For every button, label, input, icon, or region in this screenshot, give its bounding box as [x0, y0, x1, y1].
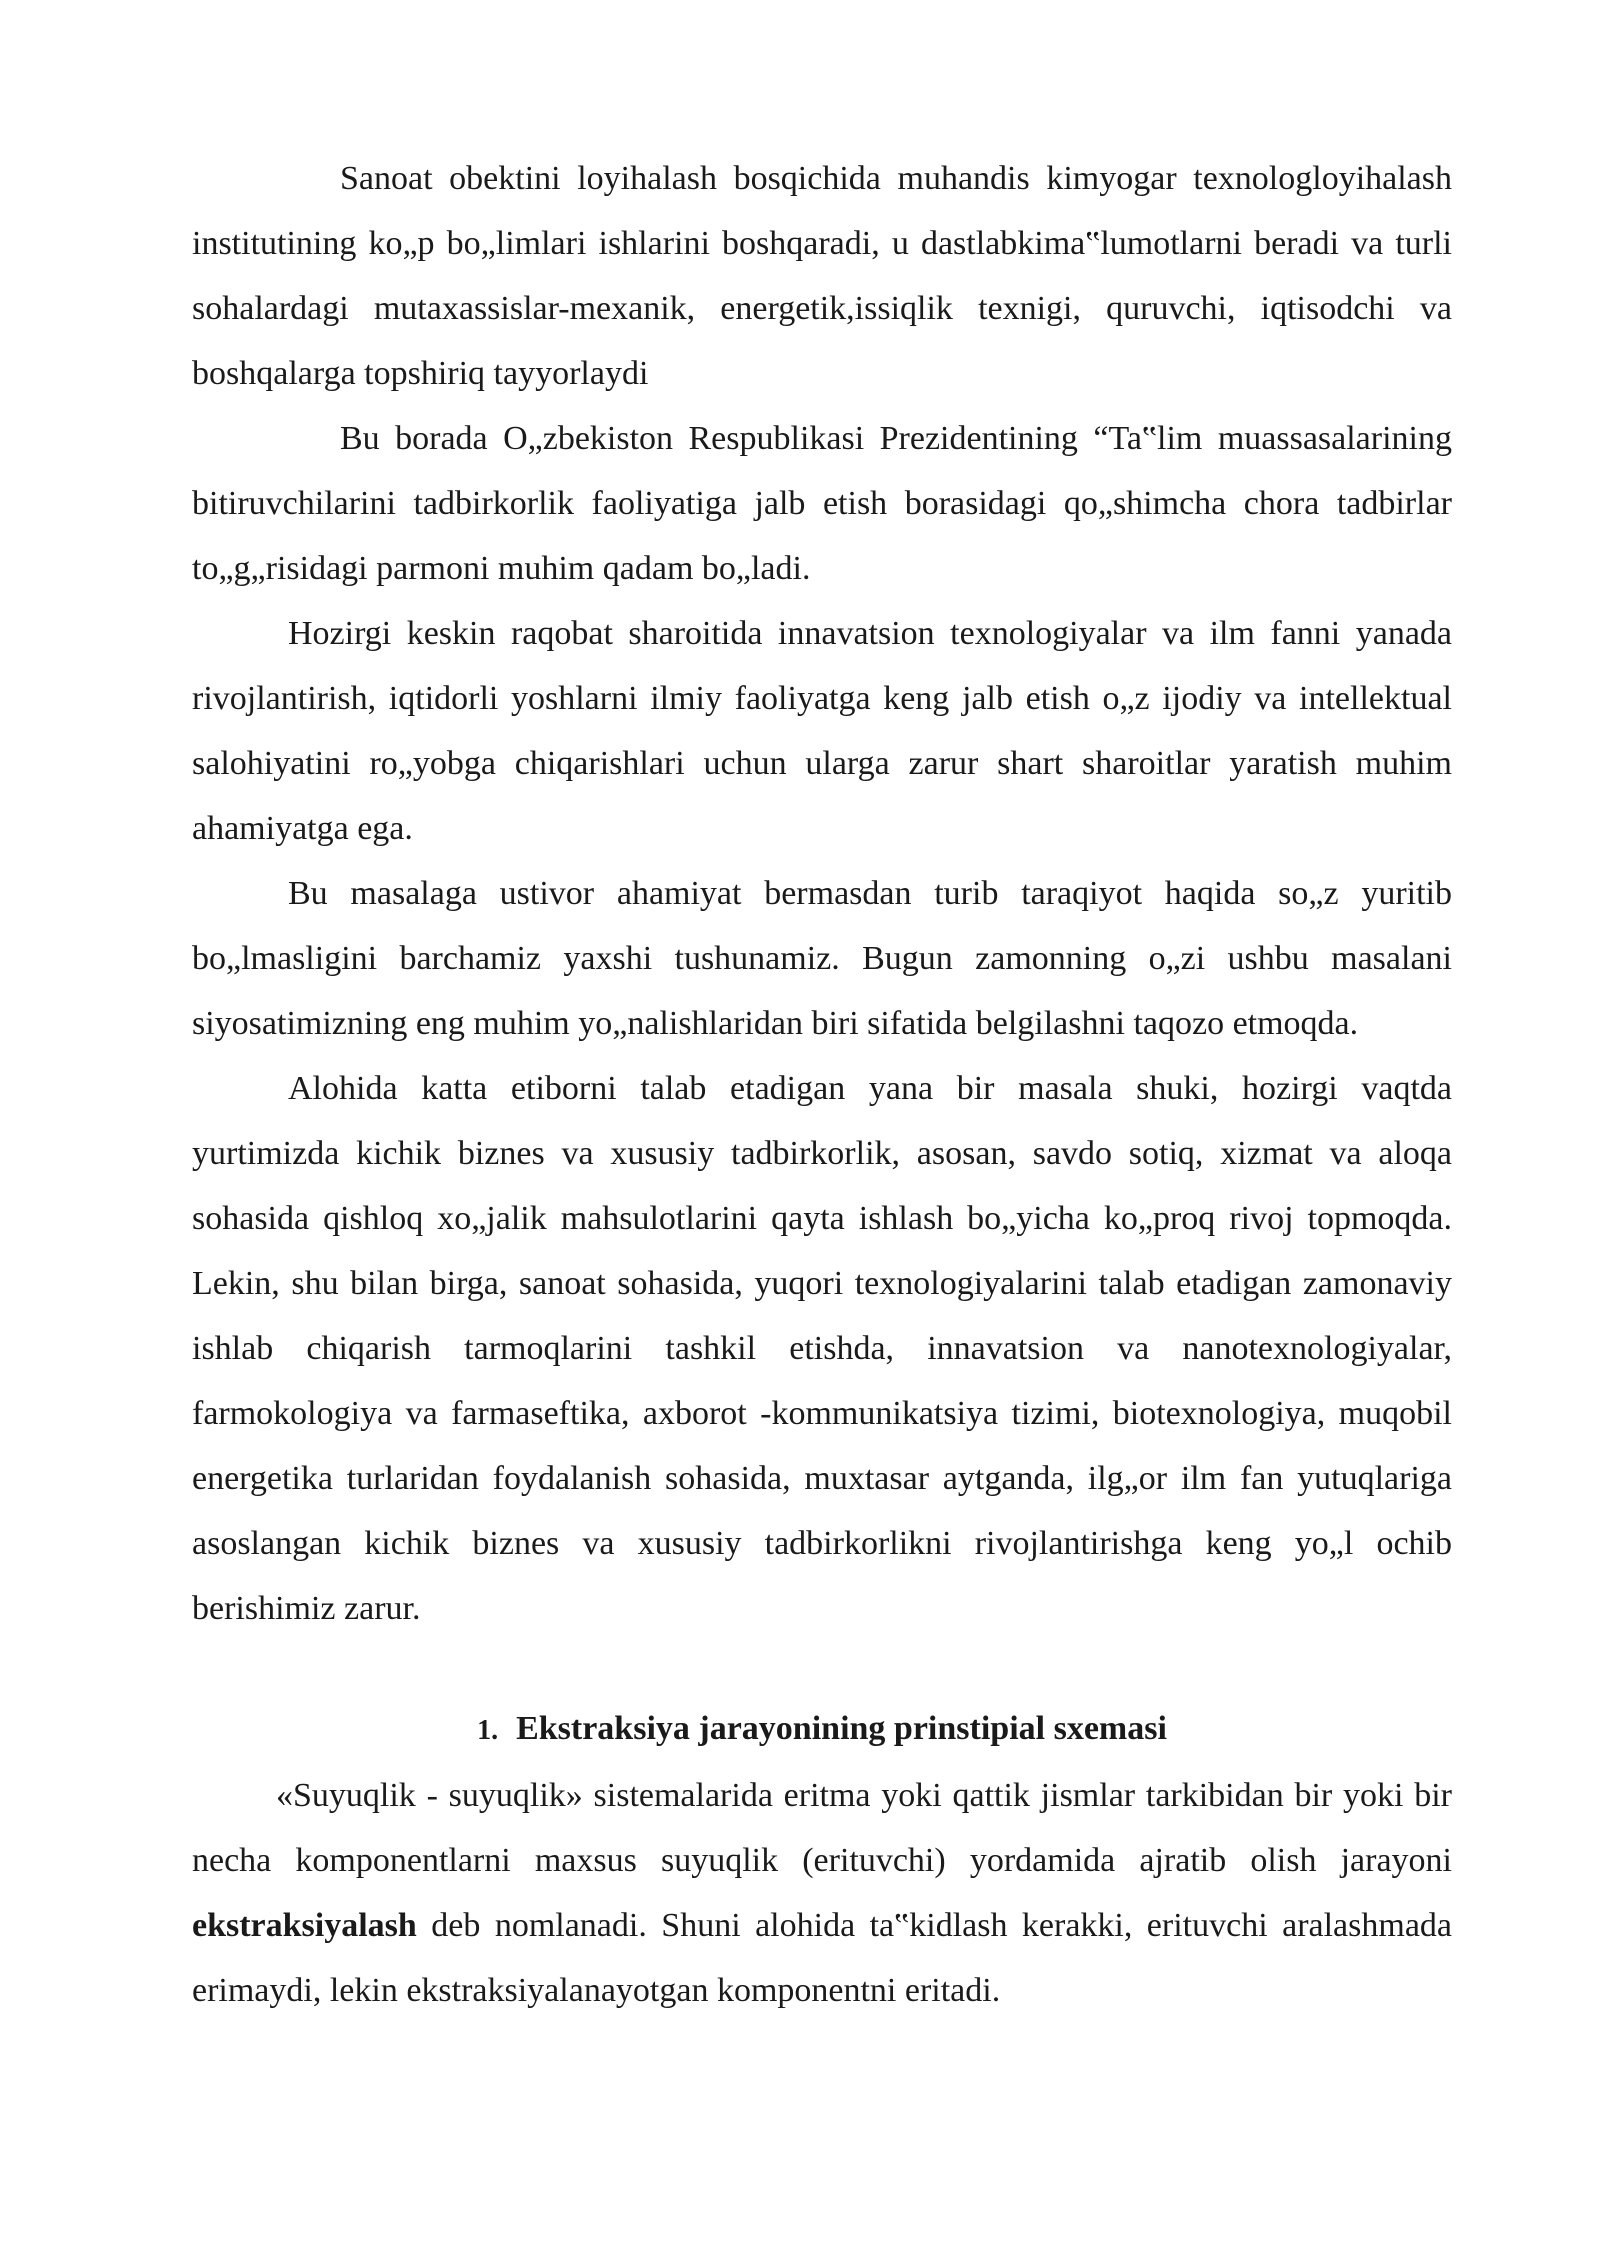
definition-term: ekstraksiyalash — [192, 1907, 417, 1944]
paragraph-presidential-decree: Bu borada O„zbekiston Respublikasi Prezidentining “Ta‟lim muassasalarining bitiruvchilarini tadbirkorlik faoliyatiga jalb etish borasidagi qo„shimcha chora tadbirlar to„g„risidagi parmoni muhim qadam bo„ladi. — [192, 420, 1452, 587]
paragraph-design-stage: Sanoat obektini loyihalash bosqichida muhandis kimyogar texnologloyihalash institutining ko„p bo„limlari ishlarini boshqaradi, u dastlabkima‟lumotlarni beradi va turli sohalardagi mutaxassislar-mexanik, energetik,issiqlik texnigi, quruvchi, iqtisodchi va boshqalarga topshiriq tayyorlaydi — [192, 160, 1452, 392]
definition-text-after: deb nomlanadi. Shuni alohida ta‟kidlash kerakki, erituvchi aralashmada erimaydi, lekin ekstraksiyalanayotgan komponentni eritadi. — [192, 1907, 1452, 2009]
paragraph-extraction-definition — [192, 1763, 1452, 2023]
section-title: Ekstraksiya jarayonining prinstipial sxemasi — [516, 1710, 1167, 1747]
paragraph-innovation: Hozirgi keskin raqobat sharoitida innavatsion texnologiyalar va ilm fanni yanada rivojlantirish, iqtidorli yoshlarni ilmiy faoliyatga keng jalb etish o„z ijodiy va intellektual salohiyatini ro„yobga chiqarishlari uchun ularga zarur shart sharoitlar yaratish muhim ahamiyatga ega. — [192, 615, 1452, 847]
section-number: 1. — [477, 1715, 499, 1746]
paragraph-priority: Bu masalaga ustivor ahamiyat bermasdan turib taraqiyot haqida so„z yuritib bo„lmasligini barchamiz yaxshi tushunamiz. Bugun zamonning o„zi ushbu masalani siyosatimizning eng muhim yo„nalishlaridan biri sifatida belgilashni taqozo etmoqda. — [192, 875, 1452, 1042]
document-body — [192, 146, 1452, 2023]
section-heading — [192, 1696, 1452, 1763]
definition-text-before: «Suyuqlik - suyuqlik» sistemalarida eritma yoki qattik jismlar tarkibidan bir yoki bir necha komponentlarni maxsus suyuqlik (erituvchi) yordamida ajratib olish jarayoni — [192, 1777, 1452, 1879]
paragraph-small-business: Alohida katta etiborni talab etadigan yana bir masala shuki, hozirgi vaqtda yurtimizda kichik biznes va xususiy tadbirkorlik, asosan, savdo sotiq, xizmat va aloqa sohasida qishloq xo„jalik mahsulotlarini qayta ishlash bo„yicha ko„proq rivoj topmoqda. Lekin, shu bilan birga, sanoat sohasida, yuqori texnologiyalarini talab etadigan zamonaviy ishlab chiqarish tarmoqlarini tashkil etishda, innavatsion va nanotexnologiyalar, farmokologiya va farmaseftika, axborot -kommunikatsiya tizimi, biotexnologiya, muqobil energetika turlaridan foydalanish sohasida, muxtasar aytganda, ilg„or ilm fan yutuqlariga asoslangan kichik biznes va xususiy tadbirkorlikni rivojlantirishga keng yo„l ochib berishimiz zarur. — [192, 1070, 1452, 1627]
